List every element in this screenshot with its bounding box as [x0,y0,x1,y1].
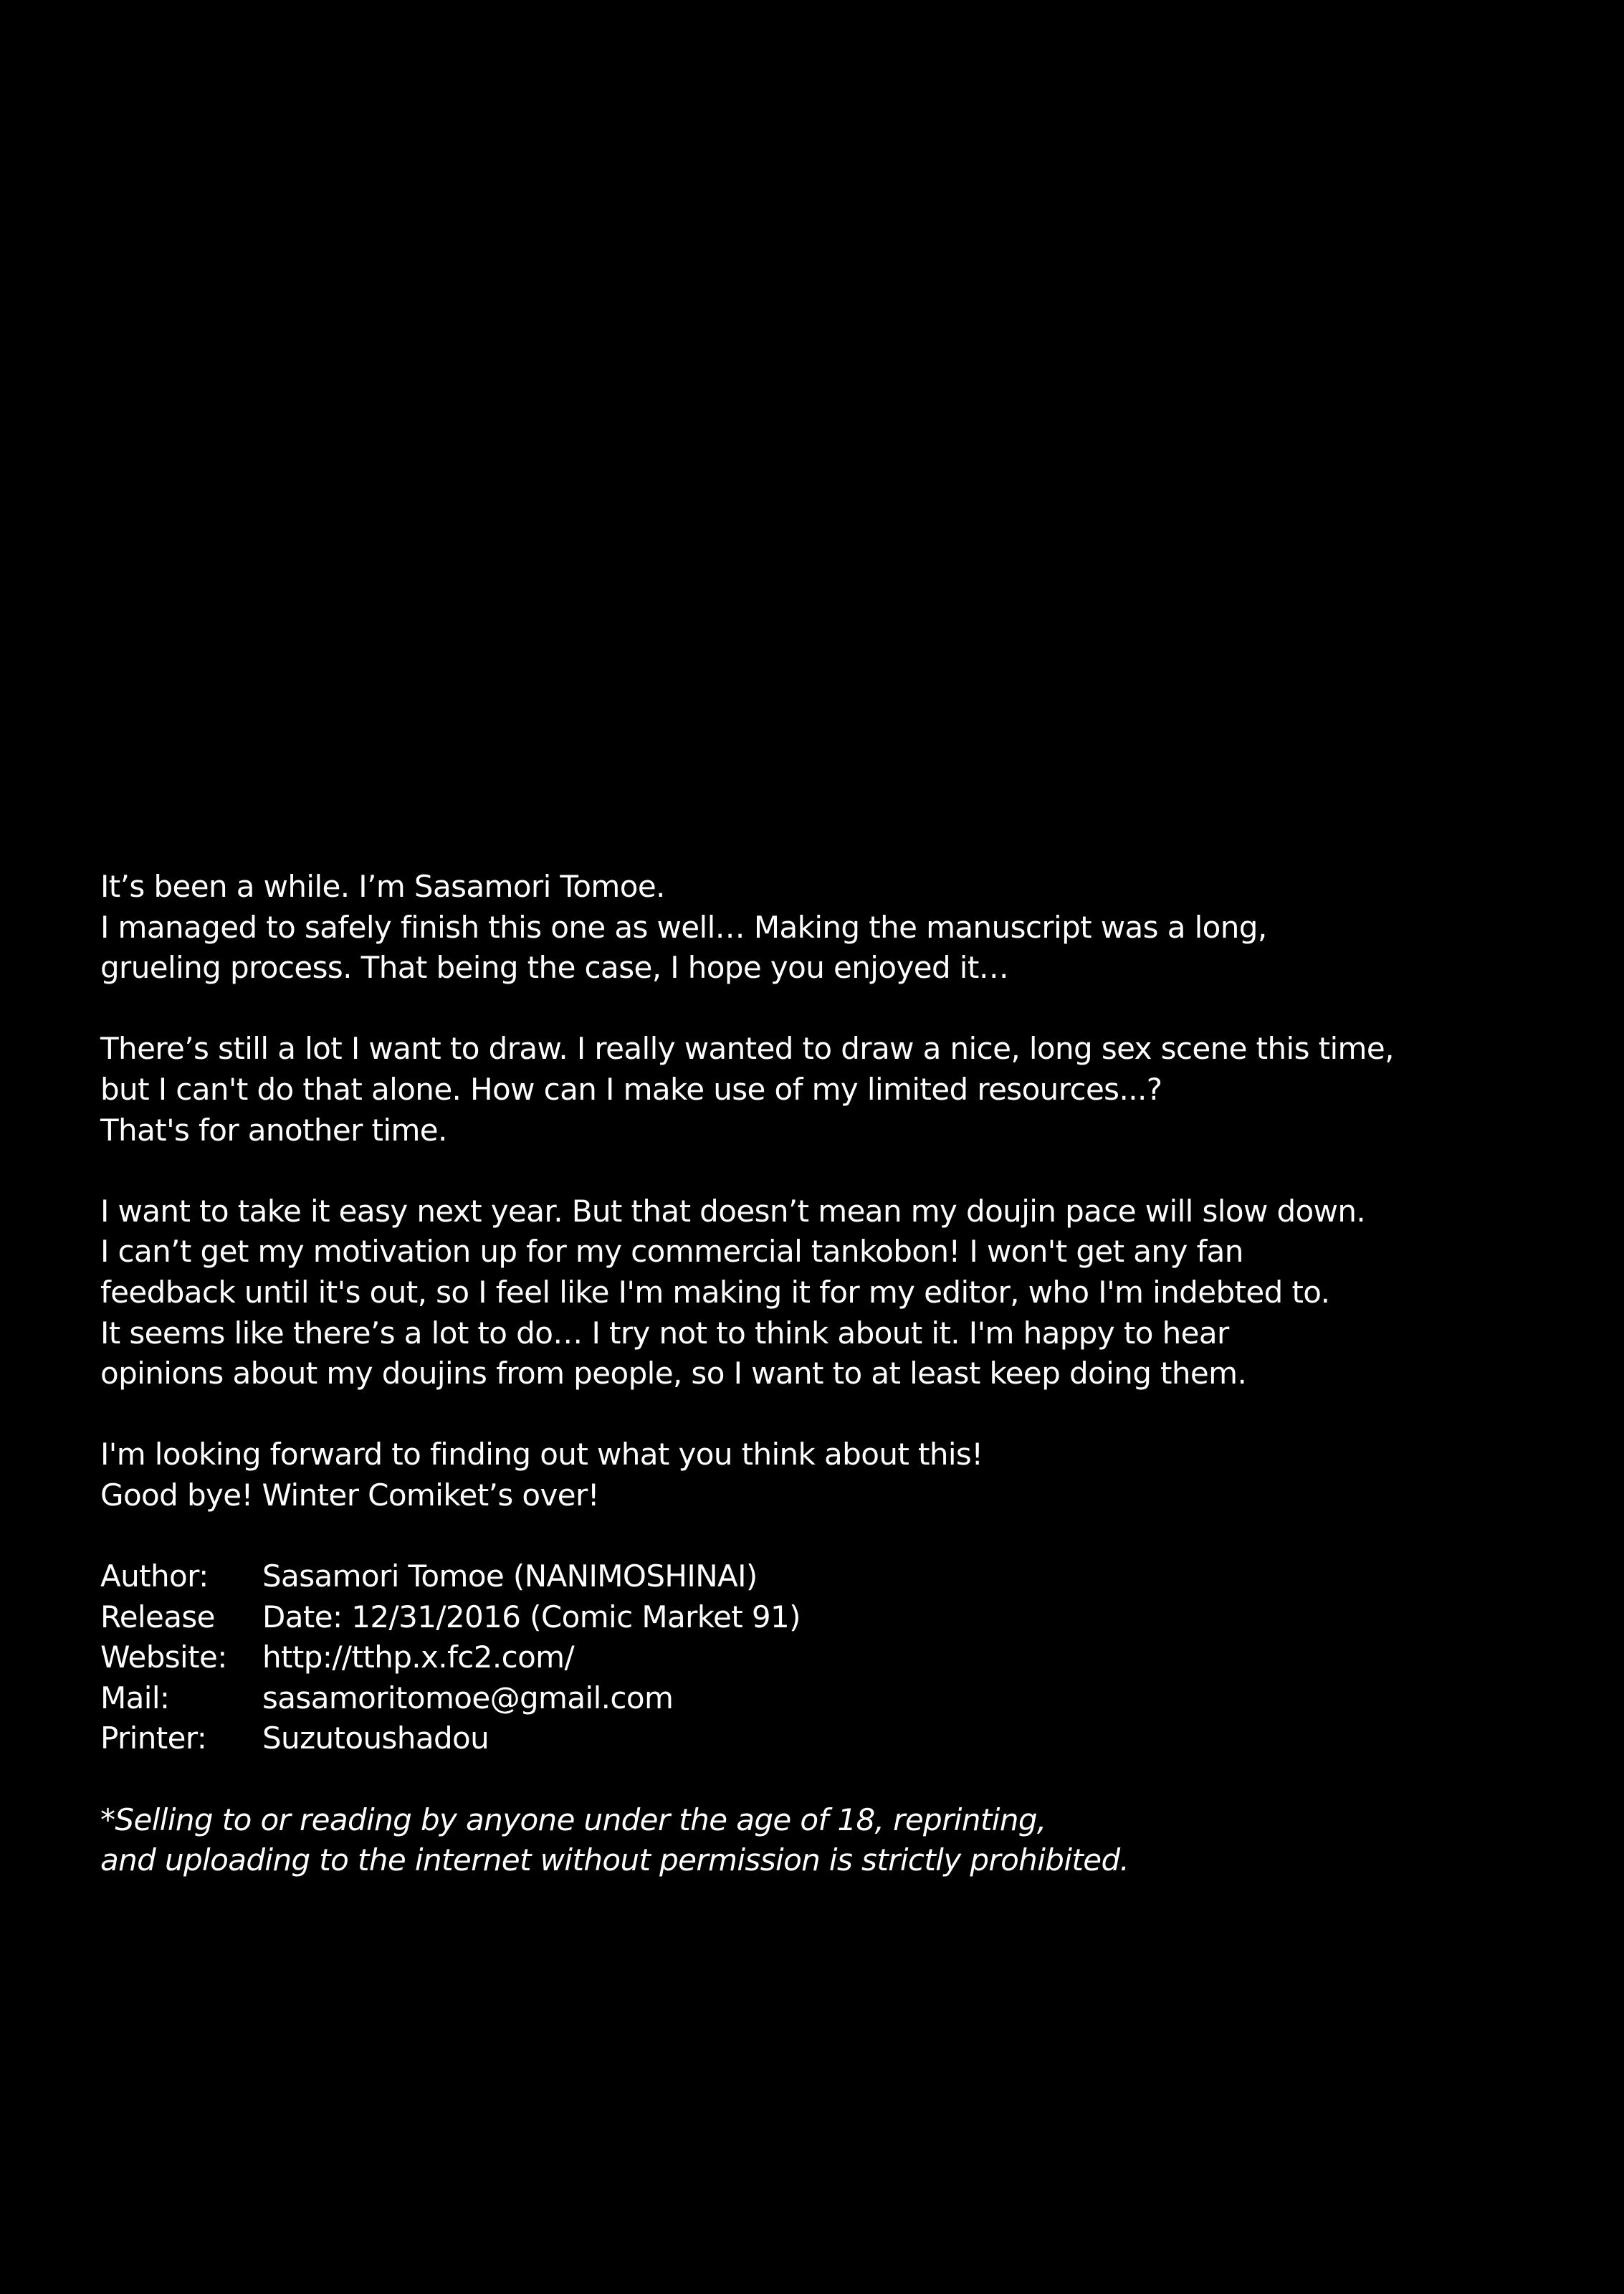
info-row-mail [100,1678,1534,1719]
text-line: That's for another time. [100,1112,447,1148]
info-label: Printer: [100,1720,207,1756]
paragraph-spacer [100,1516,1534,1557]
info-value: http://tthp.x.fc2.com/ [262,1639,575,1675]
afterword-paragraph-greeting [100,867,1534,989]
text-line: feedback until it's out, so I feel like I'm making it for my editor, who I'm indebted to. [100,1274,1330,1310]
paragraph-spacer [100,1394,1534,1435]
paragraph-spacer [100,1151,1534,1191]
info-row-release [100,1597,1534,1638]
text-line: opinions about my doujins from people, so I want to at least keep doing them. [100,1356,1247,1391]
afterword-paragraph-next-year [100,1191,1534,1394]
info-label: Release [100,1599,215,1634]
text-line: It seems like there’s a lot to do… I try not to think about it. I'm happy to hear [100,1315,1229,1351]
text-line: It’s been a while. I’m Sasamori Tomoe. [100,869,665,904]
text-line: grueling process. That being the case, I hope you enjoyed it… [100,950,1009,986]
text-line: There’s still a lot I want to draw. I really wanted to draw a nice, long sex scene this time, [100,1031,1394,1067]
info-label: Author: [100,1558,209,1594]
text-line: but I can't do that alone. How can I make use of my limited resources...? [100,1071,1162,1107]
paragraph-spacer [100,989,1534,1029]
info-value: Sasamori Tomoe (NANIMOSHINAI) [262,1558,758,1594]
info-row-printer [100,1718,1534,1759]
notice-line: *Selling to or reading by anyone under the age of 18, reprinting, [100,1802,1046,1837]
afterword-paragraph-plans [100,1029,1534,1151]
text-line: I can’t get my motivation up for my commercial tankobon! I won't get any fan [100,1234,1243,1270]
afterword-page [100,867,1534,1881]
info-label: Mail: [100,1680,170,1715]
info-row-website [100,1637,1534,1678]
info-value: sasamoritomoe@gmail.com [262,1680,674,1715]
text-line: I'm looking forward to finding out what you think about this! [100,1437,983,1472]
info-row-author [100,1556,1534,1597]
paragraph-spacer [100,1759,1534,1800]
info-value: Date: 12/31/2016 (Comic Market 91) [262,1599,801,1634]
info-value: Suzutoushadou [262,1720,489,1756]
text-line: I want to take it easy next year. But that doesn’t mean my doujin pace will slow down. [100,1193,1366,1229]
colophon-info [100,1556,1534,1759]
notice-line: and uploading to the internet without permission is strictly prohibited. [100,1842,1129,1878]
text-line: Good bye! Winter Comiket’s over! [100,1477,599,1513]
afterword-paragraph-closing [100,1434,1534,1515]
text-line: I managed to safely finish this one as well… Making the manuscript was a long, [100,909,1267,945]
legal-notice [100,1800,1534,1881]
info-label: Website: [100,1639,227,1675]
